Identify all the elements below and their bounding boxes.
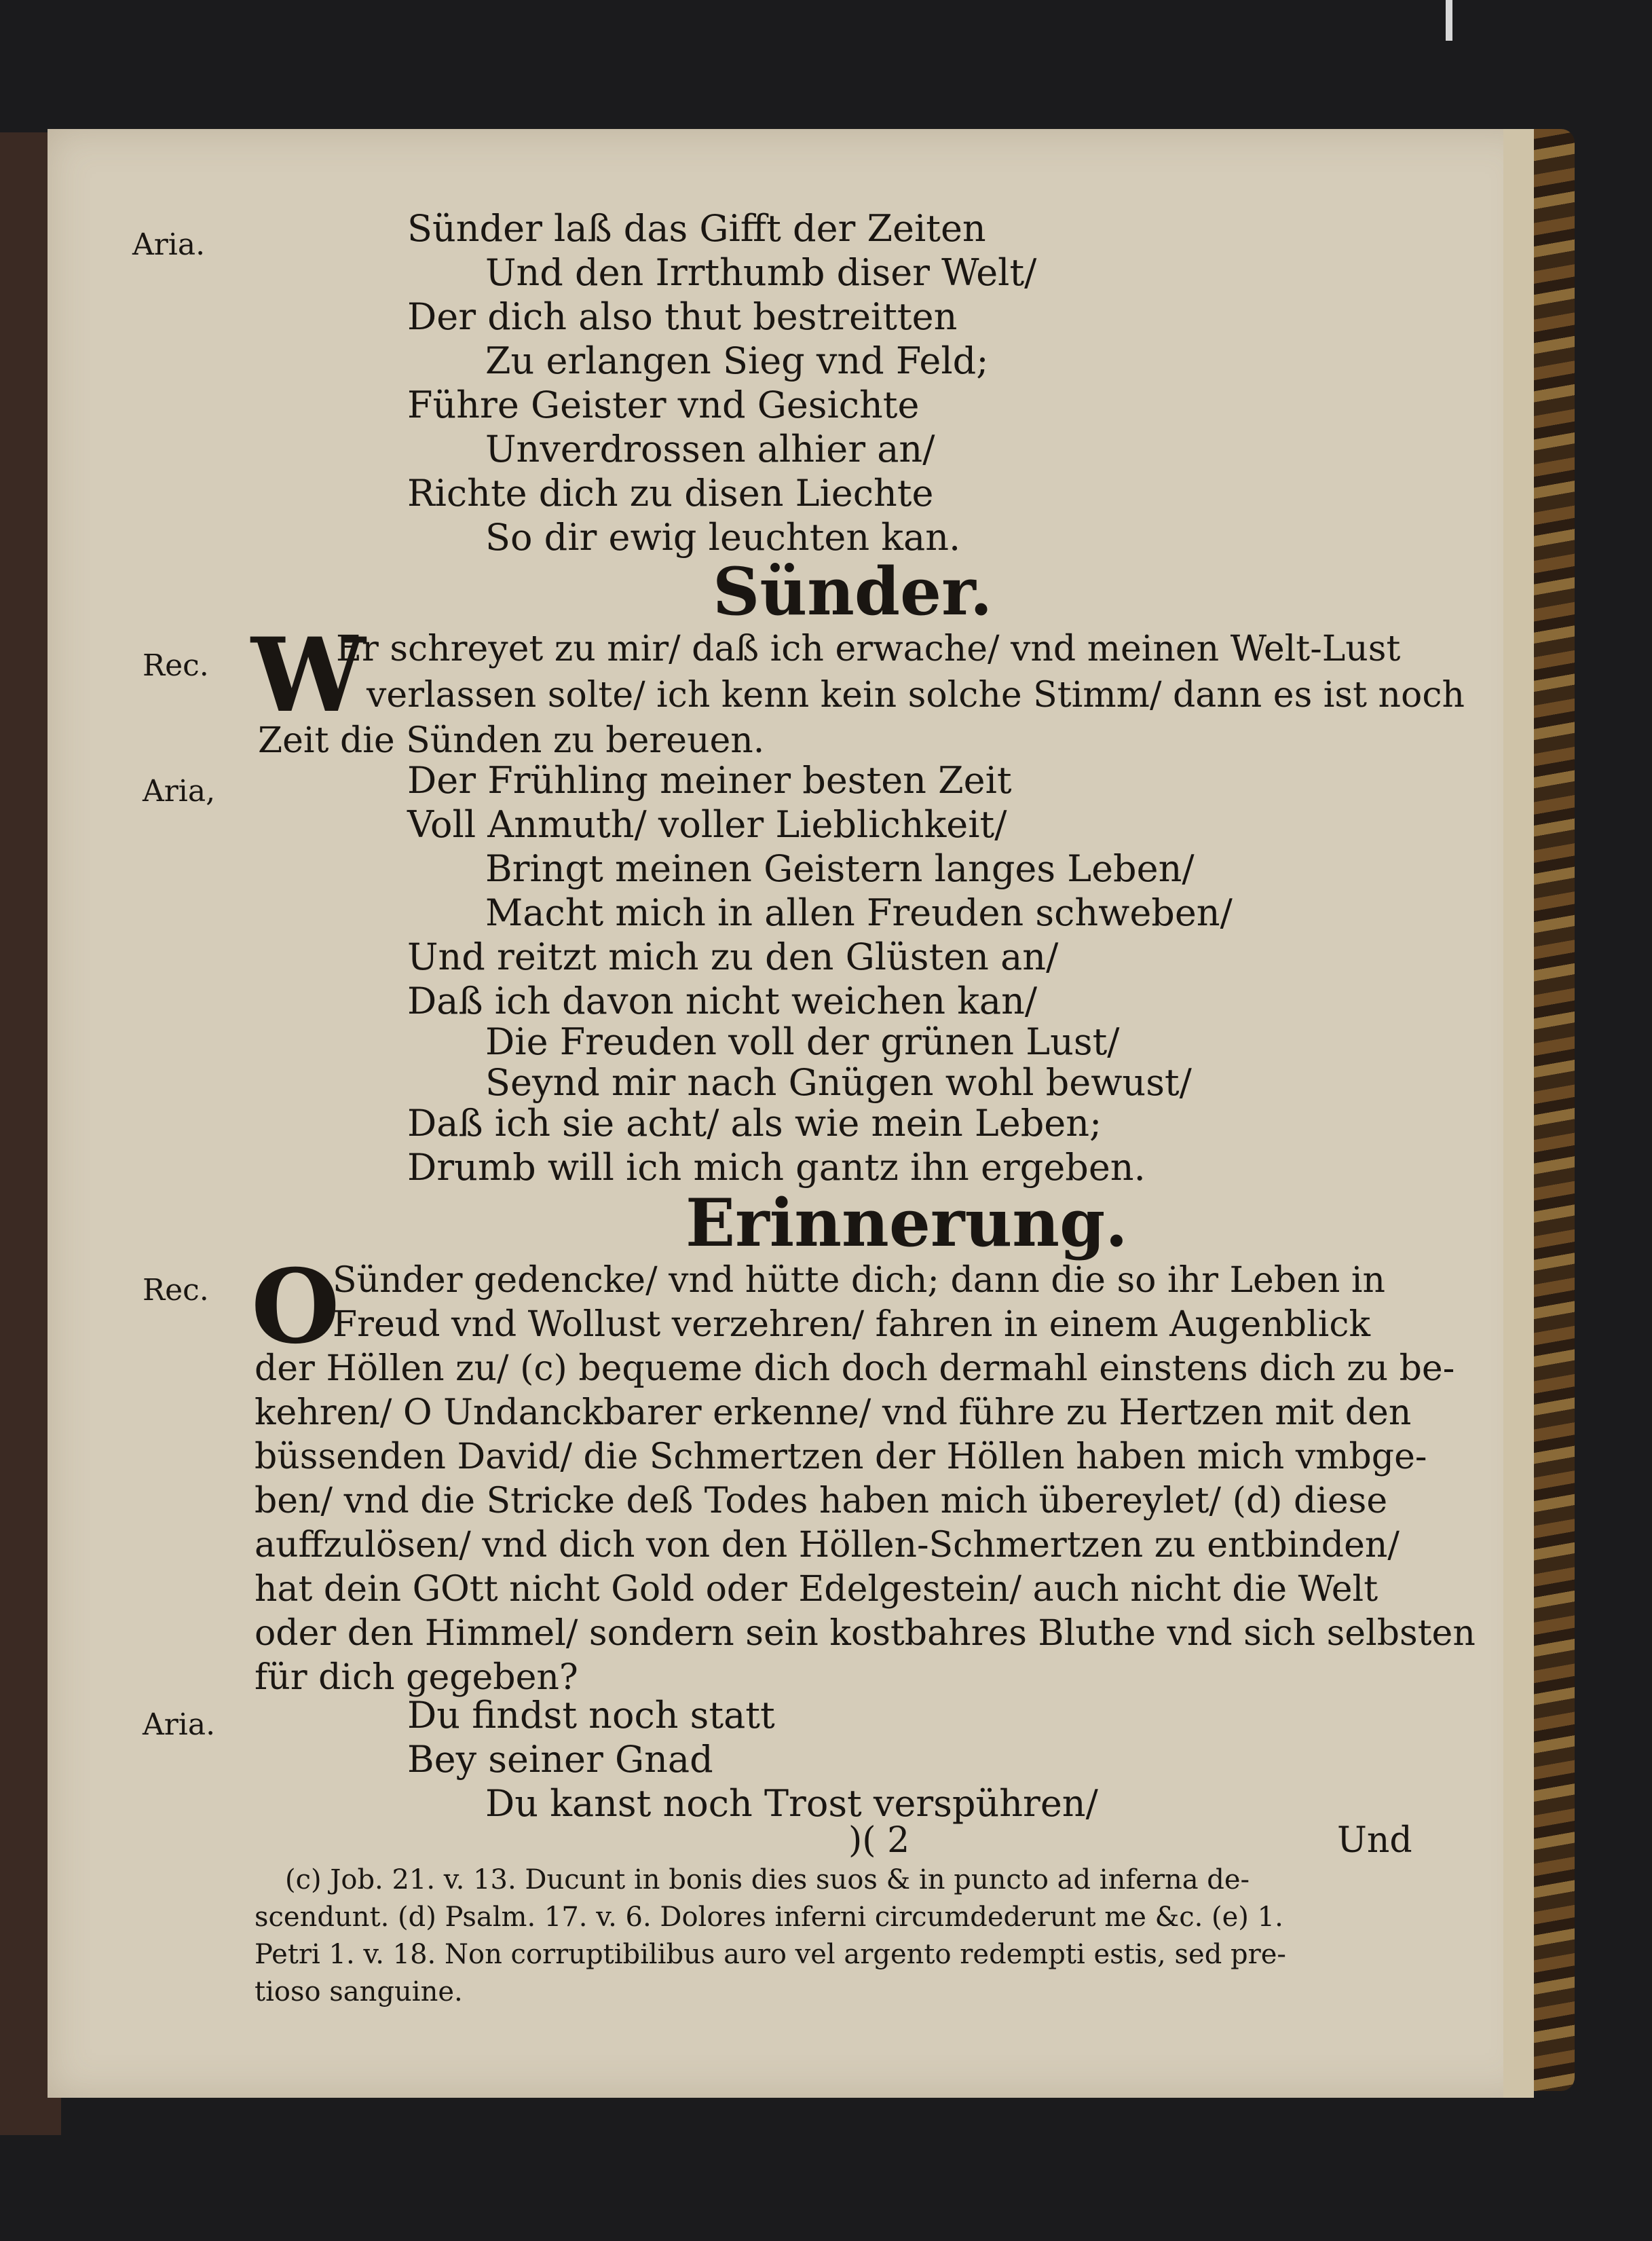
section-heading: Sünder. <box>713 553 993 630</box>
prose-line: Freud vnd Wollust verzehren/ fahren in einem Augenblick <box>333 1304 1370 1345</box>
verse-line: So dir ewig leuchten kan. <box>485 516 961 559</box>
verse-line: Sünder laß das Gifft der Zeiten <box>407 207 986 250</box>
prose-line: der Höllen zu/ (c) bequeme dich doch dermahl einstens dich zu be- <box>255 1348 1455 1389</box>
verse-line: Die Freuden voll der grünen Lust/ <box>485 1020 1120 1063</box>
prose-line: für dich gegeben? <box>255 1657 578 1698</box>
prose-line: verlassen solte/ ich kenn kein solche Stimm/ dann es ist noch <box>367 675 1465 716</box>
signature-mark: )( 2 <box>848 1820 910 1861</box>
label-rec: Rec. <box>143 1273 209 1308</box>
prose-line: Er schreyet zu mir/ daß ich erwache/ vnd meinen Welt-Lust <box>336 629 1401 669</box>
page-curl <box>1503 129 1534 2098</box>
prose-line: Sünder gedencke/ vnd hütte dich; dann die so ihr Leben in <box>333 1260 1386 1301</box>
verse-line: Daß ich sie acht/ als wie mein Leben; <box>407 1102 1102 1145</box>
verse-line: Richte dich zu disen Liechte <box>407 472 934 515</box>
verse-line: Drumb will ich mich gantz ihn ergeben. <box>407 1146 1146 1189</box>
verse-line: Zu erlangen Sieg vnd Feld; <box>485 339 989 382</box>
section-heading: Erinnerung. <box>686 1185 1128 1261</box>
prose-line: oder den Himmel/ sondern sein kostbahres Bluthe vnd sich selbsten <box>255 1613 1476 1654</box>
verse-line: Bringt meinen Geistern langes Leben/ <box>485 847 1195 890</box>
verse-line: Unverdrossen alhier an/ <box>485 428 935 470</box>
footnote-line: tioso sanguine. <box>255 1976 463 2007</box>
footnote-line: Petri 1. v. 18. Non corruptibilibus auro vel argento redempti estis, sed pre- <box>255 1939 1286 1970</box>
label-aria: Aria, <box>143 774 216 809</box>
verse-line: Und den Irrthumb diser Welt/ <box>485 251 1037 294</box>
label-rec: Rec. <box>143 648 209 683</box>
label-aria: Aria. <box>143 1707 216 1742</box>
verse-line: Und reitzt mich zu den Glüsten an/ <box>407 936 1059 978</box>
verse-line: Bey seiner Gnad <box>407 1738 713 1781</box>
footnote-line: (c) Job. 21. v. 13. Ducunt in bonis dies suos & in puncto ad inferna de- <box>285 1864 1250 1895</box>
prose-line: ben/ vnd die Stricke deß Todes haben mich übereylet/ (d) diese <box>255 1481 1388 1521</box>
prose-line: Zeit die Sünden zu bereuen. <box>258 720 765 761</box>
catchword: Und <box>1337 1820 1412 1861</box>
scan-marker <box>1446 0 1452 41</box>
verse-line: Du findst noch statt <box>407 1694 775 1737</box>
verse-line: Voll Anmuth/ voller Lieblichkeit/ <box>407 803 1007 846</box>
verse-line: Daß ich davon nicht weichen kan/ <box>407 980 1038 1022</box>
verse-line: Macht mich in allen Freuden schweben/ <box>485 891 1233 934</box>
prose-line: auffzulösen/ vnd dich von den Höllen-Schmertzen zu entbinden/ <box>255 1525 1400 1566</box>
prose-line: büssenden David/ die Schmertzen der Höllen haben mich vmbge- <box>255 1437 1427 1477</box>
drop-initial: W <box>251 616 366 735</box>
verse-line: Du kanst noch Trost verspühren/ <box>485 1782 1098 1825</box>
verse-line: Führe Geister vnd Gesichte <box>407 384 920 426</box>
drop-initial: O <box>251 1247 340 1367</box>
prose-line: kehren/ O Undanckbarer erkenne/ vnd führe zu Hertzen mit den <box>255 1392 1412 1433</box>
verse-line: Seynd mir nach Gnügen wohl bewust/ <box>485 1061 1192 1104</box>
verse-line: Der Frühling meiner besten Zeit <box>407 759 1012 802</box>
verse-line: Der dich also thut bestreitten <box>407 295 958 338</box>
footnote-line: scendunt. (d) Psalm. 17. v. 6. Dolores inferni circumdederunt me &c. (e) 1. <box>255 1902 1283 1933</box>
label-aria: Aria. <box>132 227 206 262</box>
prose-line: hat dein GOtt nicht Gold oder Edelgestein/ auch nicht die Welt <box>255 1569 1378 1610</box>
